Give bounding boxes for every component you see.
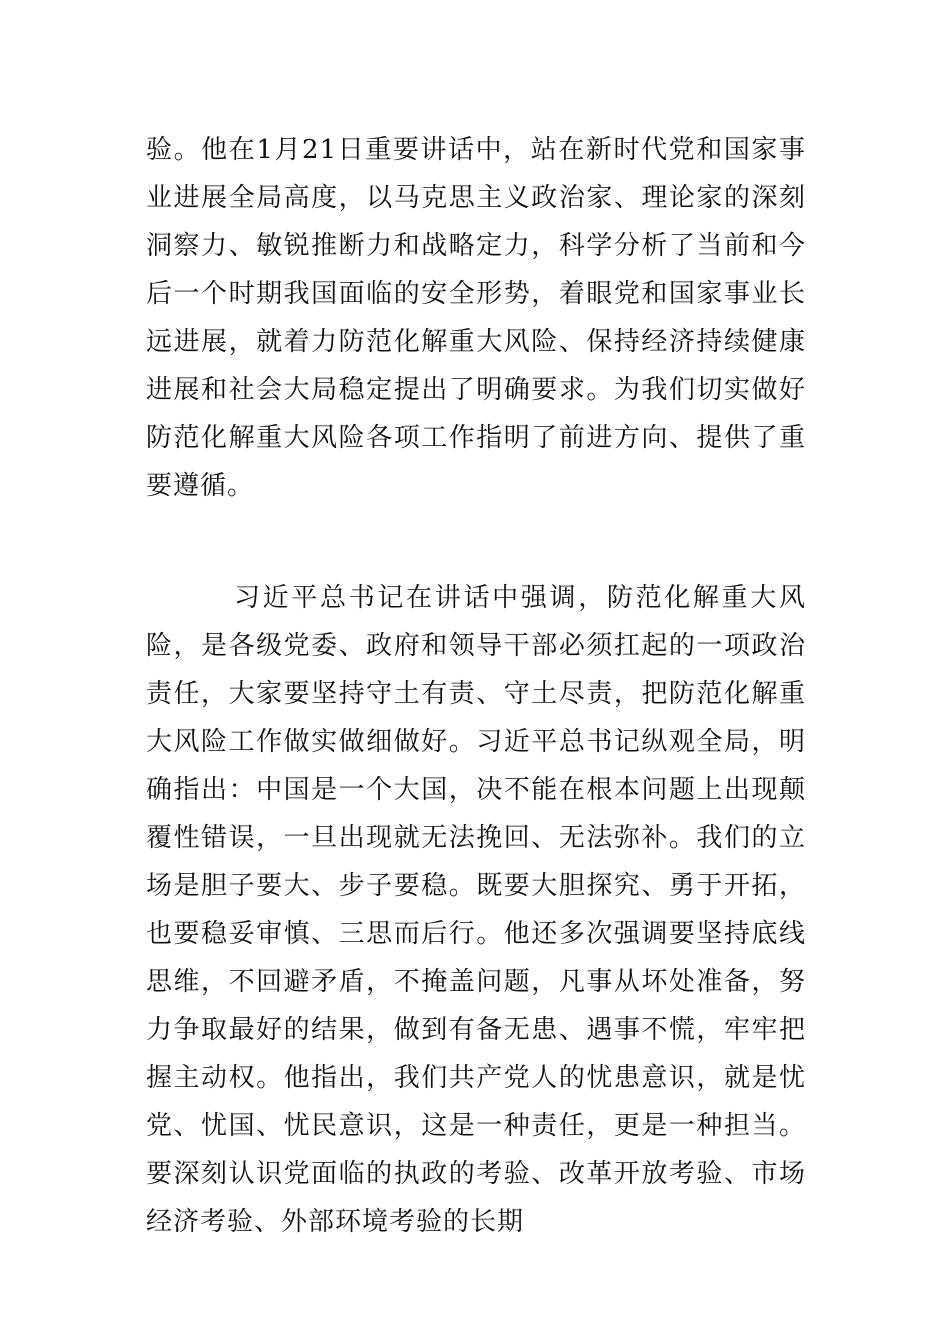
paragraph-continuation: 验。他在1月21日重要讲话中，站在新时代党和国家事业进展全局高度，以马克思主义政治家、理论家的深刻洞察力、敏锐推断力和战略定力，科学分析了当前和今后一个时期我国面临的安全形势，着眼党和国家事业长远进展，就着力防范化解重大风险、保持经济持续健康进展和社会大局稳定提出了明确要求。为我们切实做好防范化解重大风险各项工作指明了前进方向、提供了重要遵循。 [146,135,806,501]
paragraph-body: 习近平总书记在讲话中强调，防范化解重大风险，是各级党委、政府和领导干部必须扛起的一项政治责任，大家要坚持守土有责、守土尽责，把防范化解重大风险工作做实做细做好。习近平总书记纵观全局，明确指出：中国是一个大国，决不能在根本问题上出现颠覆性错误，一旦出现就无法挽回、无法弥补。我们的立场是胆子要大、步子要稳。既要大胆探究、勇于开拓，也要稳妥审慎、三思而后行。他还多次强调要坚持底线思维，不回避矛盾，不掩盖问题，凡事从坏处准备，努力争取最好的结果，做到有备无患、遇事不慌，牢牢把握主动权。他指出，我们共产党人的忧患意识，就是忧党、忧国、忧民意识，这是一种责任，更是一种担当。要深刻认识党面临的执政的考验、改革开放考验、市场经济考验、外部环境考验的长期 [146,583,806,1237]
